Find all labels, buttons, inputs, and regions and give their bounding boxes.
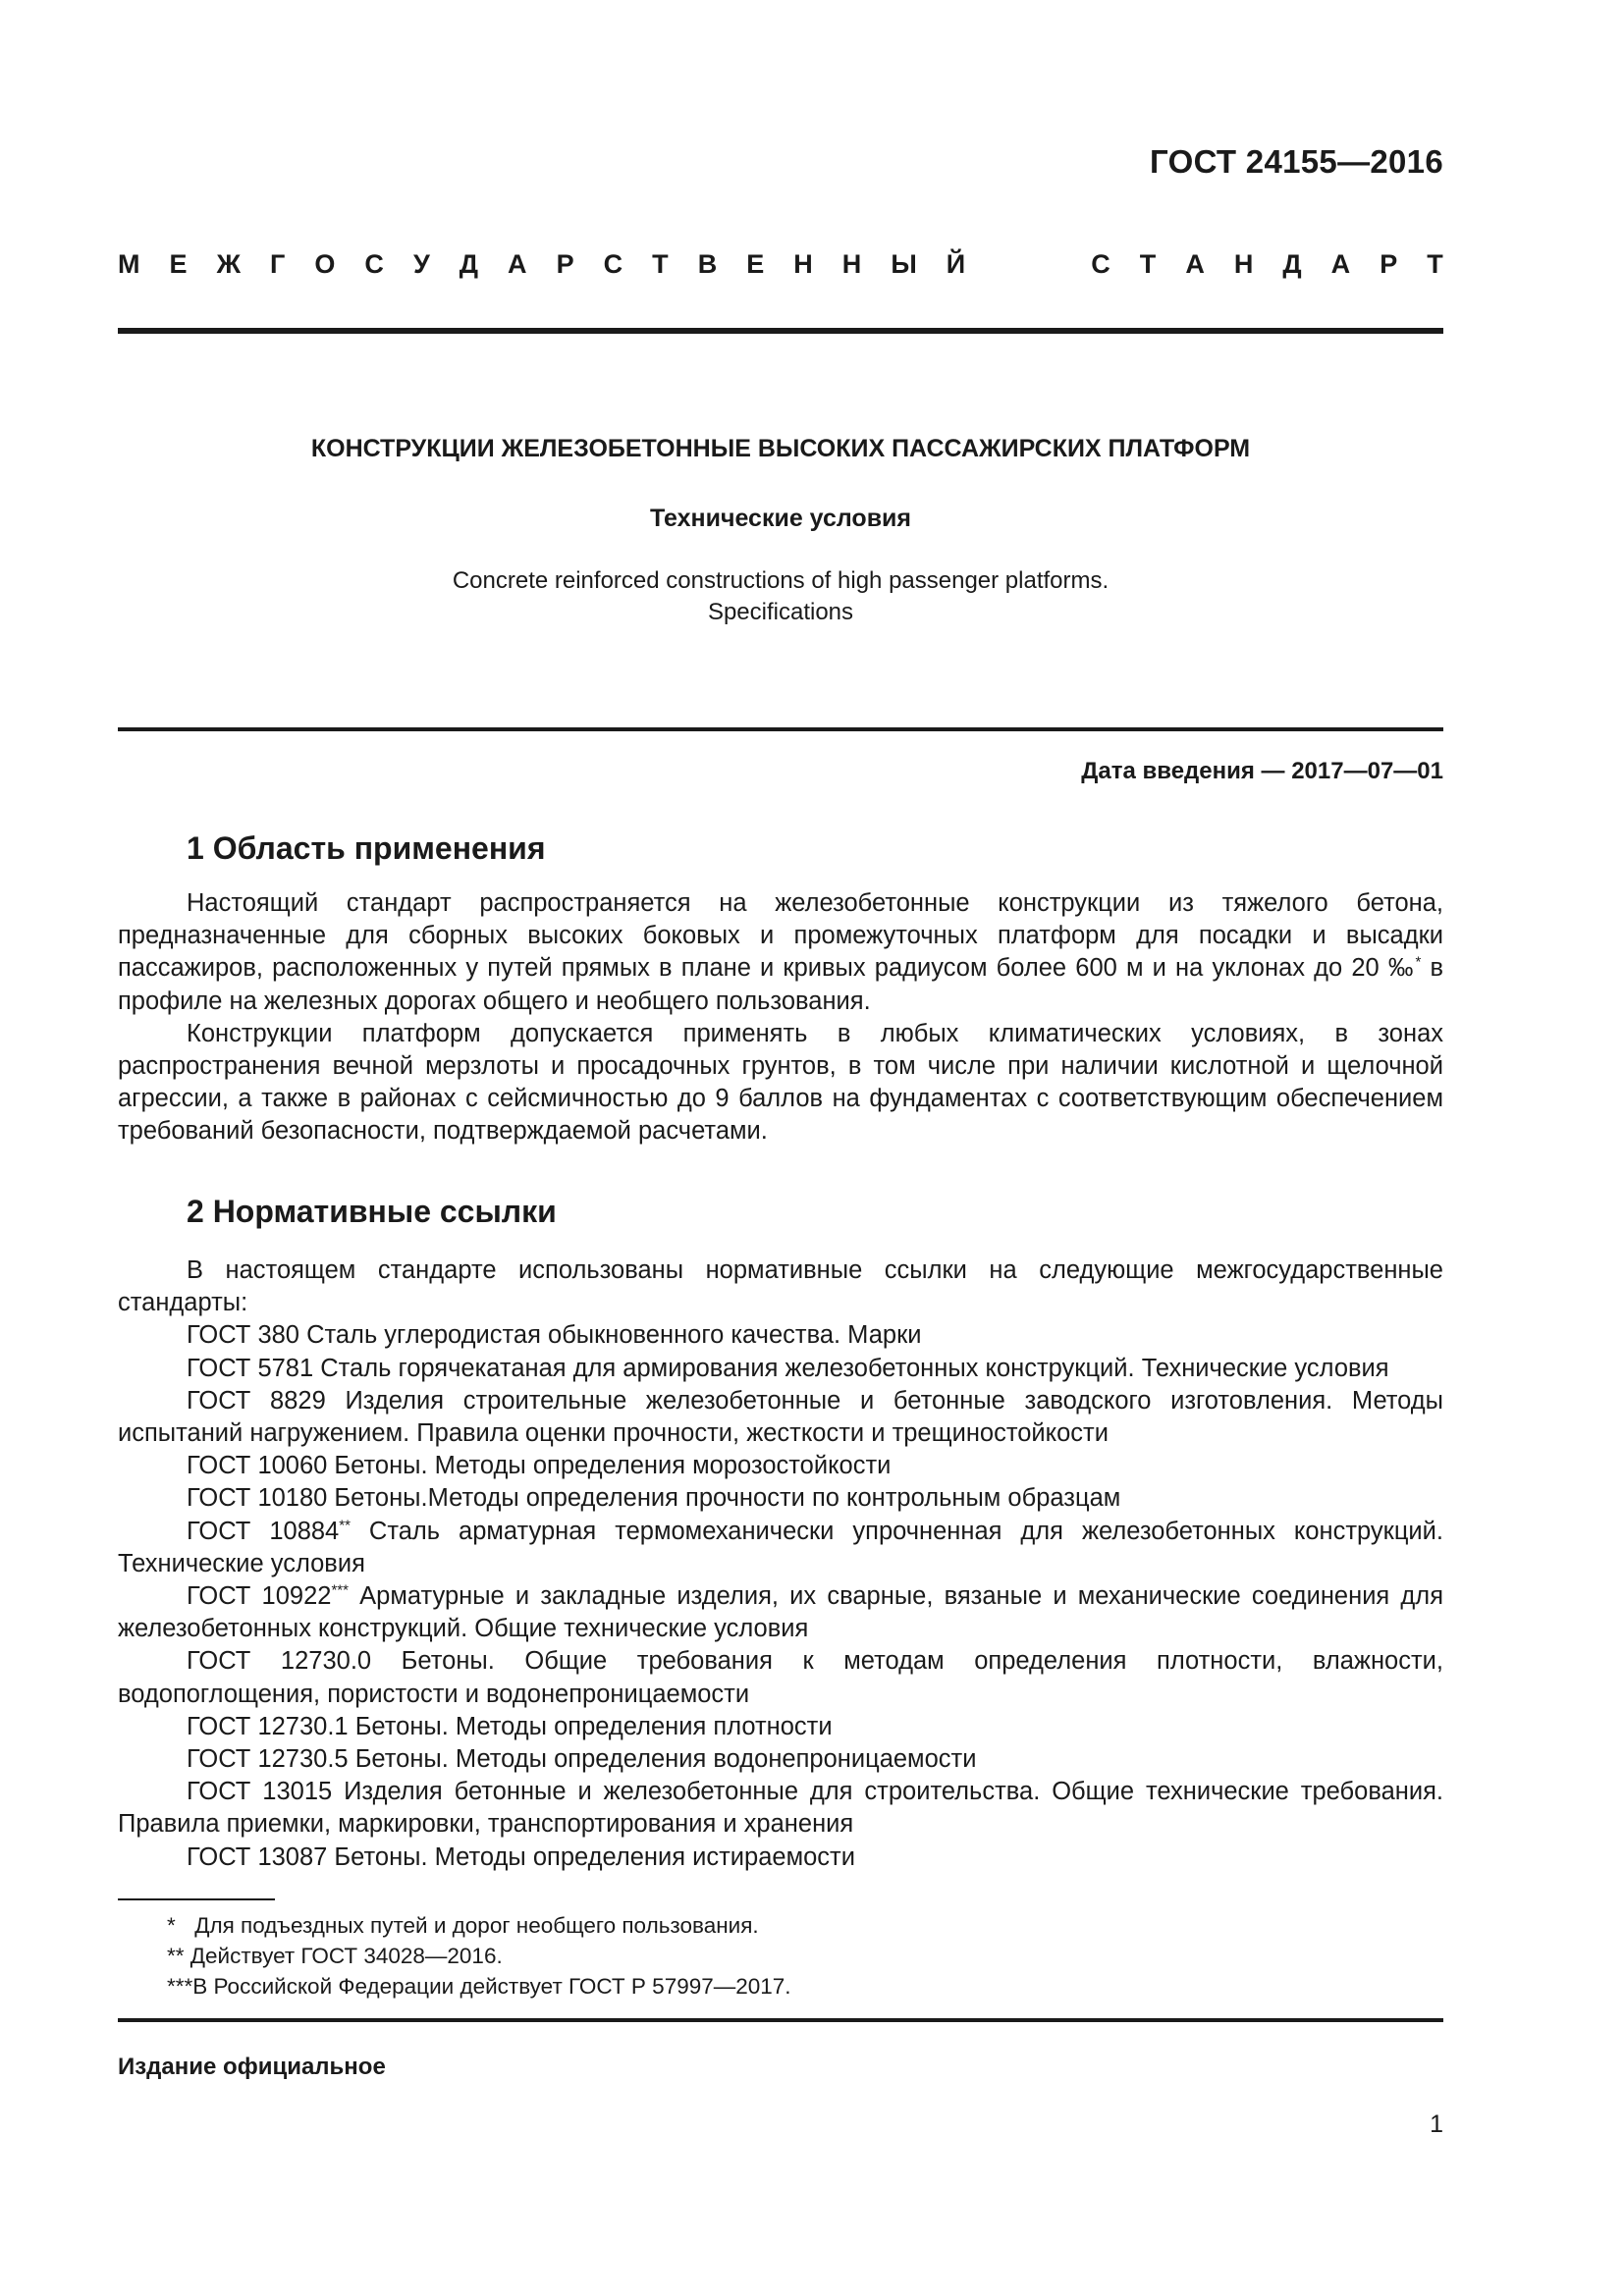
category-letter: М (118, 249, 140, 279)
reference-item: ГОСТ 10060 Бетоны. Методы определения морозостойкости (187, 1452, 892, 1480)
reference-item: ГОСТ 10884** Сталь арматурная термомеханически упрочненная для железобетонных конструкций. Технические условия (118, 1517, 1443, 1577)
category-letter: Д (459, 249, 479, 279)
footnote: ** Действует ГОСТ 34028—2016. (167, 1944, 503, 1968)
footnote: ***В Российской Федерации действует ГОСТ Р 57997—2017. (167, 1974, 791, 1999)
category-letter: Й (946, 249, 966, 279)
document-subtitle: Технические условия (649, 505, 912, 532)
section-body-scope (118, 887, 1443, 1148)
category-letter: С (1091, 249, 1110, 279)
page-number: 1 (1430, 2110, 1443, 2138)
reference-item: ГОСТ 10922*** Арматурные и закладные изделия, их сварные, вязаные и механические соединения для железобетонных конструкций. Общие технические условия (118, 1581, 1443, 1643)
category-letter: Р (556, 249, 574, 279)
category-letter: С (364, 249, 384, 279)
category-letter: Т (1139, 249, 1157, 279)
edition-label: Издание официальное (118, 2054, 386, 2080)
reference-item: ГОСТ 12730.0 Бетоны. Общие требования к методам определения плотности, влажности, водопоглощения, пористости и водонепроницаемости (118, 1647, 1443, 1708)
category-letter: Н (1233, 249, 1254, 279)
category-letter: С (603, 249, 623, 279)
footnote-separator (118, 1898, 275, 1900)
paragraph: В настоящем стандарте использованы нормативные ссылки на следующие межгосударственные стандарты: (118, 1256, 1443, 1317)
doc-number: ГОСТ 24155—2016 (1150, 143, 1443, 180)
category-letter: Ж (216, 249, 241, 279)
section-heading-scope: 1 Область применения (187, 830, 546, 866)
paragraph: Настоящий стандарт распространяется на железобетонные конструкции из тяжелого бетона, предназначенные для сборных высоких боковых и промежуточных платформ для посадки и высадки пассажиров, расположенных у путей прямых в плане и кривых радиусом более 600 м и на уклонах до 20 ‰* в профиле на железных дорогах общего и необщего пользования. (118, 889, 1443, 1015)
category-letter: У (412, 249, 430, 279)
category-letter: Н (841, 249, 862, 279)
footnote-ref: * (1415, 953, 1422, 971)
introduction-date: Дата введения — 2017—07—01 (1081, 758, 1443, 784)
category-letter: А (508, 249, 527, 279)
footnote-ref: *** (331, 1581, 349, 1599)
section-body-references (118, 1255, 1443, 1874)
section-heading-references: 2 Нормативные ссылки (187, 1194, 557, 1229)
category-letter: Н (793, 249, 813, 279)
category-letter: Д (1282, 249, 1302, 279)
standard-category (118, 249, 1443, 280)
category-letter: В (697, 249, 718, 279)
footnote-ref: ** (339, 1517, 351, 1534)
title-rule (118, 727, 1443, 731)
paragraph: Конструкции платформ допускается применять в любых климатических условиях, в зонах распространения вечной мерзлоты и просадочных грунтов, в том числе при наличии кислотной и щелочной агрессии, а также в районах с сейсмичностью до 9 баллов на фундаментах с соответствующим обеспечением требований безопасности, подтверждаемой расчетами. (118, 1019, 1443, 1146)
category-letter: Р (1380, 249, 1398, 279)
reference-item: ГОСТ 380 Сталь углеродистая обыкновенного качества. Марки (187, 1321, 922, 1350)
reference-item: ГОСТ 13087 Бетоны. Методы определения истираемости (187, 1842, 855, 1871)
category-letter: Т (652, 249, 669, 279)
category-letter: А (1185, 249, 1205, 279)
header-rule (118, 328, 1443, 334)
english-title (118, 565, 1443, 628)
reference-item: ГОСТ 12730.5 Бетоны. Методы определения водонепроницаемости (187, 1745, 977, 1774)
footer-rule (118, 2018, 1443, 2022)
category-letter: О (314, 249, 336, 279)
category-letter: Е (169, 249, 188, 279)
reference-item: ГОСТ 13015 Изделия бетонные и железобетонные для строительства. Общие технические требования. Правила приемки, маркировки, транспортирования и хранения (118, 1778, 1443, 1839)
footnote: * Для подъездных путей и дорог необщего пользования. (167, 1913, 759, 1938)
category-word-gap (995, 249, 1061, 280)
category-letter: А (1330, 249, 1351, 279)
footnotes (118, 1910, 1443, 2002)
category-letter: Ы (891, 249, 917, 279)
category-letter: Т (1427, 249, 1443, 279)
reference-item: ГОСТ 10180 Бетоны.Методы определения прочности по контрольным образцам (187, 1484, 1121, 1513)
english-title-line: Specifications (707, 599, 854, 625)
english-title-line: Concrete reinforced constructions of high passenger platforms. (452, 567, 1110, 594)
category-letter: Г (270, 249, 286, 279)
reference-item: ГОСТ 8829 Изделия строительные железобетонные и бетонные заводского изготовления. Методы испытаний нагружением. Правила оценки прочности, жесткости и трещиностойкости (118, 1386, 1443, 1448)
category-letter: Е (746, 249, 765, 279)
reference-item: ГОСТ 12730.1 Бетоны. Методы определения плотности (187, 1712, 833, 1740)
reference-item: ГОСТ 5781 Сталь горячекатаная для армирования железобетонных конструкций. Технические условия (187, 1354, 1389, 1382)
document-title: КОНСТРУКЦИИ ЖЕЛЕЗОБЕТОННЫЕ ВЫСОКИХ ПАССАЖИРСКИХ ПЛАТФОРМ (310, 435, 1251, 462)
